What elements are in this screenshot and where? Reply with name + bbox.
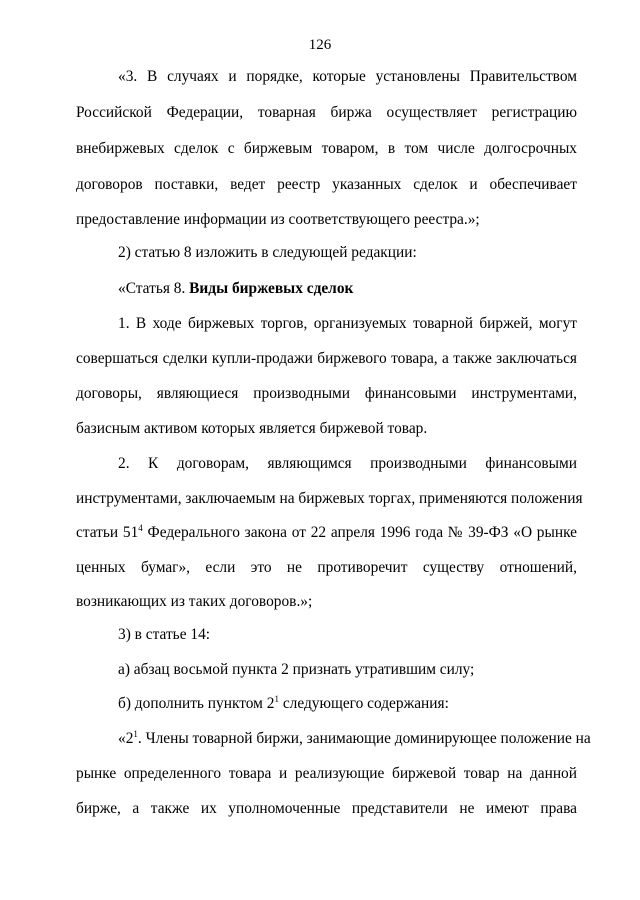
text-line (76, 384, 577, 404)
text-line (76, 558, 577, 578)
superscript: 4 (138, 523, 143, 533)
text-segment: 2) статью 8 изложить в следующей редакции: (118, 244, 417, 261)
text-line (76, 175, 577, 195)
text-line (118, 67, 577, 87)
text-line (76, 489, 583, 509)
article-heading (118, 279, 577, 299)
text-line (118, 694, 577, 714)
text-line (76, 103, 577, 123)
text-segment: совершаться сделки купли-продажи биржевого товара, а также заключаться (76, 350, 577, 367)
text-segment: предоставление информации из соответствующего реестра.»; (76, 211, 480, 228)
text-segment: 3) в статье 14: (118, 626, 211, 643)
text-line (76, 419, 577, 439)
article-title: Виды биржевых сделок (189, 280, 354, 297)
text-line (118, 729, 591, 749)
text-line (76, 592, 577, 612)
text-segment: возникающих из таких договоров.»; (76, 593, 313, 610)
text-segment: «3. В случаях и порядке, которые установлены Правительством (118, 68, 577, 85)
text-segment: б) дополнить пунктом 2 (118, 695, 275, 712)
text-segment: «2 (118, 730, 134, 747)
text-segment: 2. К договорам, являющимся производными финансовыми (118, 455, 577, 472)
text-segment: рынке определенного товара и реализующие биржевой товар на данной (76, 765, 577, 782)
text-segment: следующего содержания: (278, 695, 449, 712)
text-segment: статьи 51 (76, 524, 139, 541)
text-line (76, 764, 577, 784)
text-segment: ценных бумаг», если это не противоречит существу отношений, (76, 559, 577, 576)
text-segment: Российской Федерации, товарная биржа осуществляет регистрацию (76, 104, 577, 121)
superscript: 1 (133, 729, 138, 739)
text-line (76, 799, 577, 819)
text-line (76, 349, 577, 369)
text-segment: 1. В ходе биржевых торгов, организуемых товарной биржей, могут (118, 315, 577, 332)
text-segment: Федерального закона от 22 апреля 1996 года № 39-ФЗ «О рынке (142, 524, 577, 541)
text-line (76, 139, 577, 159)
text-line (76, 210, 577, 230)
page-number: 126 (308, 37, 332, 53)
text-segment: внебиржевых сделок с биржевым товаром, в том числе долгосрочных (76, 140, 577, 157)
text-line (118, 625, 577, 645)
text-line (118, 660, 577, 680)
text-segment: . Члены товарной биржи, занимающие доминирующее положение на (137, 730, 591, 747)
text-segment: бирже, а также их уполномоченные представители не имеют права (76, 800, 577, 817)
text-line (118, 454, 577, 474)
text-segment: инструментами, заключаемым на биржевых торгах, применяются положения (76, 490, 583, 507)
text-segment: договоров поставки, ведет реестр указанных сделок и обеспечивает (76, 176, 577, 193)
text-line (76, 523, 577, 543)
text-line (118, 243, 577, 263)
text-segment: а) абзац восьмой пункта 2 признать утратившим силу; (118, 661, 475, 678)
text-segment: «Статья 8. (118, 280, 190, 297)
text-segment: базисным активом которых является биржевой товар. (76, 420, 428, 437)
text-segment: договоры, являющиеся производными финансовыми инструментами, (76, 385, 577, 402)
superscript: 1 (274, 694, 279, 704)
text-line (118, 314, 577, 334)
